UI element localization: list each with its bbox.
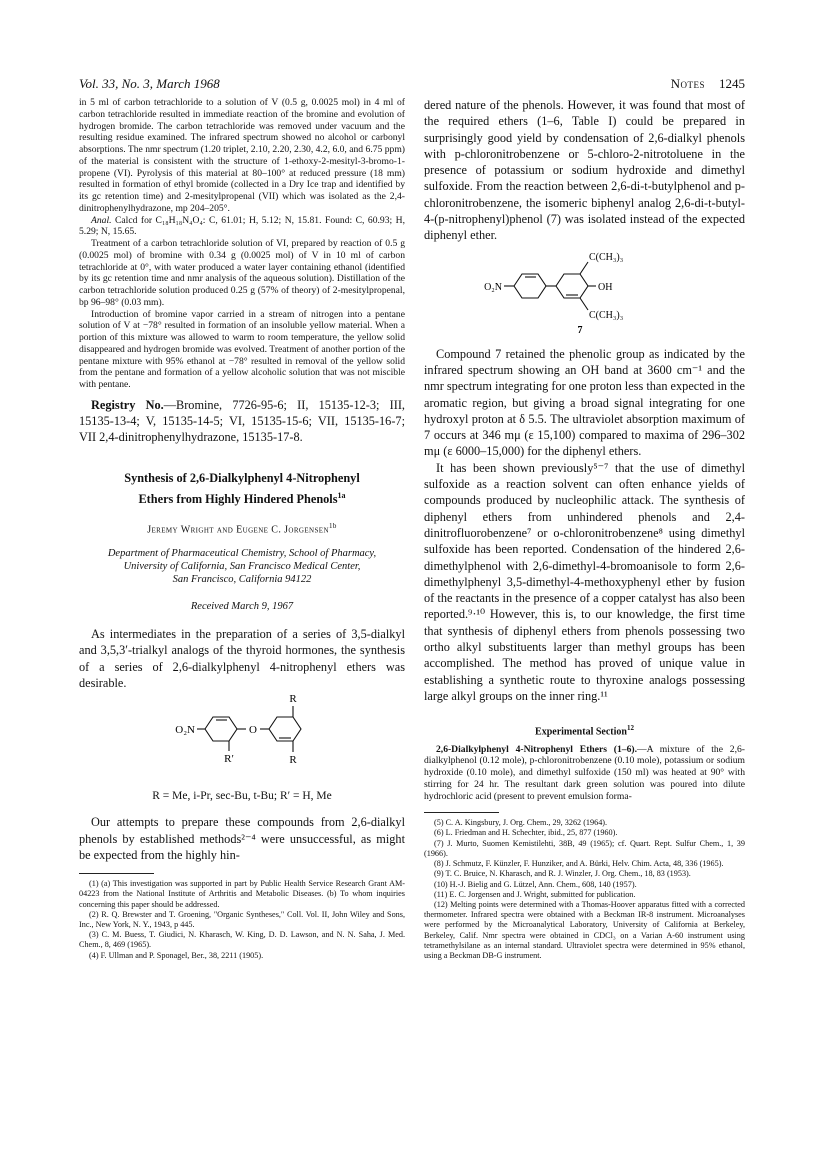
footnote: (3) C. M. Buess, T. Giudici, N. Kharasch, W. King, D. D. Lawson, and N. N. Saha, J. Med. Chem., 8, 469 (1965). — [79, 930, 405, 950]
article-title — [79, 470, 405, 508]
nitro-group-label: O₂N — [484, 281, 502, 293]
article-title-line2: Ethers from Highly Hindered Phenols — [138, 491, 338, 506]
analysis-paragraph — [79, 215, 405, 239]
left-column — [79, 97, 405, 961]
dialkylphenyl-ring — [269, 717, 301, 741]
footnote: (9) T. C. Bruice, N. Kharasch, and R. J. Winzler, J. Org. Chem., 18, 83 (1953). — [434, 869, 691, 879]
author-footnote-ref: 1b — [328, 521, 337, 530]
footnote: (12) Melting points were determined with a Thomas-Hoover apparatus fitted with a corrected thermometer. Infrared spectra were obtained with a Beckman IR-8 instrument. Microanalyses were performed by the Microanalytical Laboratory, University of California at Berkeley, Berkeley, Calif. Nmr spectra were obtained in CDCl₃ on a Varian A-60 instrument using tetramethylsilane as an internal standard. Ultraviolet spectra were determined in 95% ethanol, using a Beckman DB-G instrument. — [424, 899, 745, 960]
received-date: Received March 9, 1967 — [190, 601, 294, 613]
authors — [79, 522, 405, 535]
continued-paragraph: in 5 ml of carbon tetrachloride to a solution of V (0.5 g, 0.0025 mol) in 4 ml of carbon tetrachloride resulted in immediate reaction of the bromine and evolution of hydrogen bromide. The carbon tetrachloride was removed under vacuum and the resulting residue examined. The infrared spectrum showed no alcohol or carbonyl absorptions. The nmr spectrum (1.20 triplet, 2.10, 2.20, 2.30, 4.2, 6.0, and 6.75 ppm) of the material is consistent with the structure of 1-ethoxy-2-mesityl-3-bromo-1-propene (VI). Pyrolysis of this material at 80–100° at reduced pressure (18 mm) resulted in formation of ethyl bromide (collected in a Dry Ice trap and identified by its gc retention time) and 2-mesitylpropenal (VII) which was isolated as the 2,4-dinitrophenylhydrazone, mp 204–205°. — [79, 97, 405, 214]
running-header-left: Vol. 33, No. 3, March 1968 — [79, 76, 220, 91]
experimental-text: —A mixture of the 2,6-dialkylphenol (0.12 mole), p-chloronitrobenzene (0.10 mole), potassium or sodium hydroxide (0.10 mole), and dimethyl sulfoxide (150 ml) was heated at 90° with stirring for 24 hr. The resultant dark green solution was poured into dilute hydrochloric acid (present to prevent emulsion forma- — [424, 743, 745, 802]
nitro-group-label: O₂N — [175, 724, 195, 737]
anal-label: Anal. — [91, 214, 112, 226]
dmso-paragraph: It has been shown previously⁵⁻⁷ that the use of dimethyl sulfoxide as a reaction solvent can often enhance yields of compounds produced by nucleophilic attack. The synthesis of diphenyl ethers from unhindered phenols and 2,4-dinitrofluorobenzene⁷ or o-chloronitrobenzene⁸ using dimethyl sulfoxide has been reported. Condensation of the hindered 2,6-dimethylphenol with 2,6-dimethyl-4-bromoanisole to form 2,6-dimethylphenyl 3,5-dimethyl-4-methoxyphenyl ether by fusion of the reactants in the presence of a copper catalyst has also been reported.⁹·¹⁰ However, this is, to our knowledge, the first time that synthesis of diphenyl ethers from phenols possessing two ortho alkyl substituents larger than methyl groups has been accomplished. The method has proved of unique value in establishing a synthetic route to thyroxine analogs possessing large alkyl groups on the inner ring.¹¹ — [424, 460, 745, 703]
affiliation — [79, 547, 405, 586]
left-footnotes — [79, 879, 405, 961]
page-number: 1245 — [719, 76, 745, 91]
section-label: Notes — [670, 76, 705, 91]
article-title-line1: Synthesis of 2,6-Dialkylphenyl 4-Nitrophenyl — [124, 470, 360, 485]
r-bottom-label: R — [289, 754, 297, 767]
attempts-paragraph: Our attempts to prepare these compounds from 2,6-dialkyl phenols by established methods²⁻⁴ were unsuccessful, as might be expected from the highly hin- — [79, 815, 405, 862]
footnote: (11) E. C. Jorgensen and J. Wright, submitted for publication. — [434, 889, 636, 899]
footnote: (7) J. Murto, Suomen Kemistilehti, 38B, 49 (1965); cf. Quart. Rept. Sulfur Chem., 1, 39 (1966). — [424, 838, 745, 858]
registry-paragraph — [79, 397, 405, 446]
affiliation-line1: Department of Pharmaceutical Chemistry, School of Pharmacy, — [107, 548, 377, 560]
footnote: (6) L. Friedman and H. Schechter, ibid., 25, 877 (1960). — [434, 828, 618, 838]
r-top-label: R — [289, 693, 297, 706]
footnote: (8) J. Schmutz, F. Künzler, F. Hunziker, and A. Bürki, Helv. Chim. Acta, 48, 336 (1965). — [434, 859, 724, 869]
tert-butyl-top-label: C(CH₃)₃ — [589, 251, 624, 263]
experimental-heading-text: Experimental Section — [535, 726, 627, 738]
running-header-right — [671, 76, 745, 92]
anal-text: Calcd for C₁₈H₁₈N₄O₄: C, 61.01; H, 5.12; N, 15.81. Found: C, 60.93; H, 5.29; N, 15.65. — [79, 214, 405, 238]
footnote: (5) C. A. Kingsbury, J. Org. Chem., 29, 3262 (1964). — [434, 818, 608, 828]
footnote: (2) R. Q. Brewster and T. Groening, "Organic Syntheses," Coll. Vol. II, John Wiley and Sons, Inc., New York, N. Y., 1943, p 445. — [79, 909, 405, 929]
registry-label: Registry No. — [91, 397, 164, 412]
registry-text: —Bromine, 7726-95-6; II, 15135-12-3; III, 15135-13-4; V, 15135-14-5; VI, 15135-15-6; VII, 15135-16-7; VII 2,4-dinitrophenylhydrazone, 15135-17-8. — [79, 397, 405, 445]
hindered-phenols-paragraph: dered nature of the phenols. However, it was found that most of the required ethers (1–6, Table I) could be prepared in surprisingly good yield by condensation of 2,6-dialkyl phenols with p-chloronitrobenzene or 5-chloro-2-nitrotoluene in the presence of potassium or sodium hydroxide and dimethyl sulfoxide. From the reaction between 2,6-di-t-butylphenol and p-chloronitrobenzene, the isomeric biphenyl analog 2,6-di-t-butyl-4-(p-nitrophenyl)phenol (7) was isolated instead of the expected diphenyl ether. — [424, 98, 745, 243]
footnote-rule — [424, 812, 499, 813]
footnote: (10) H.-J. Bielig and G. Lützel, Ann. Chem., 608, 140 (1957). — [434, 879, 637, 889]
ether-structure — [79, 691, 405, 787]
treatment-paragraph: Treatment of a carbon tetrachloride solution of VI, prepared by reaction of 0.5 g (0.0025 mol) of bromine with 0.34 g (0.0025 mol) of V in 10 ml of carbon tetrachloride at 0°, with water produced a water layer containing ethanol (identified by its gc retention time and nmr analysis of the aqueous solution). Distillation of the carbon tetrachloride solution produced 0.25 g (57% of theory) of 2-mesitylpropenal, bp 96–98° (0.03 mm). — [79, 238, 405, 308]
author-names: Jeremy Wright and Eugene C. Jorgensen — [147, 524, 329, 536]
experimental-footnote-ref: 12 — [626, 724, 634, 733]
article-title-footnote-ref: 1a — [337, 490, 346, 500]
r-prime-label: R′ — [224, 753, 234, 766]
experimental-label: 2,6-Dialkylphenyl 4-Nitrophenyl Ethers (1–6). — [436, 743, 637, 755]
nitrophenyl-ring — [205, 717, 237, 741]
footnote-rule — [79, 873, 154, 874]
right-column — [424, 97, 745, 961]
compound-number: 7 — [577, 324, 583, 336]
experimental-heading — [424, 724, 745, 737]
intro-paragraph: As intermediates in the preparation of a series of 3,5-dialkyl and 3,5,3′-trialkyl analogs of the thyroid hormones, the synthesis of a series of 2,6-dialkylphenyl 4-nitrophenyl ethers was desirable. — [79, 627, 405, 690]
footnote: (4) F. Ullman and P. Sponagel, Ber., 38, 2211 (1905). — [89, 950, 264, 960]
hydroxyl-label: OH — [598, 281, 613, 293]
tert-butyl-bottom-label: C(CH₃)₃ — [589, 309, 624, 321]
structure-caption: R = Me, i-Pr, sec-Bu, t-Bu; R′ = H, Me — [152, 790, 332, 803]
nitrophenyl-ring — [514, 274, 546, 298]
affiliation-line3: San Francisco, California 94122 — [172, 574, 312, 586]
experimental-paragraph — [424, 744, 745, 803]
ether-oxygen-label: O — [249, 724, 257, 737]
footnote: (1) (a) This investigation was supported in part by Public Health Service Research Grant AM-04223 from the National Institute of Arthritis and Metabolic Diseases. (b) To whom inquiries concerning this paper should be addressed. — [79, 879, 405, 909]
phenol-ring — [556, 274, 588, 298]
biphenyl-structure — [424, 244, 745, 336]
compound7-paragraph: Compound 7 retained the phenolic group as indicated by the infrared spectrum showing an OH band at 3600 cm⁻¹ and the nmr spectrum integrating for one proton less than expected in the aromatic region, but giving a broad signal integrating for one hydroxyl proton at δ 5.5. The ultraviolet absorption maximum of 7 occurs at 346 mμ (ε 15,100) compared to maxima of 296–302 mμ (ε 6000–15,000) for the diphenyl ethers. — [424, 346, 745, 459]
right-footnotes — [424, 818, 745, 961]
affiliation-line2: University of California, San Francisco Medical Center, — [123, 561, 361, 573]
bromine-vapor-paragraph: Introduction of bromine vapor carried in a stream of nitrogen into a pentane solution of V at −78° resulted in formation of an insoluble yellow material. When a portion of this mixture was allowed to warm to room temperature, the yellow solid disappeared and hydrogen bromide was evolved. Treatment of another portion of the pentane mixture with 95% ethanol at −78° resulted in removal of the yellow solid from the pentane and formation of a yellow alcoholic solution that was not miscible with pentane. — [79, 308, 405, 390]
